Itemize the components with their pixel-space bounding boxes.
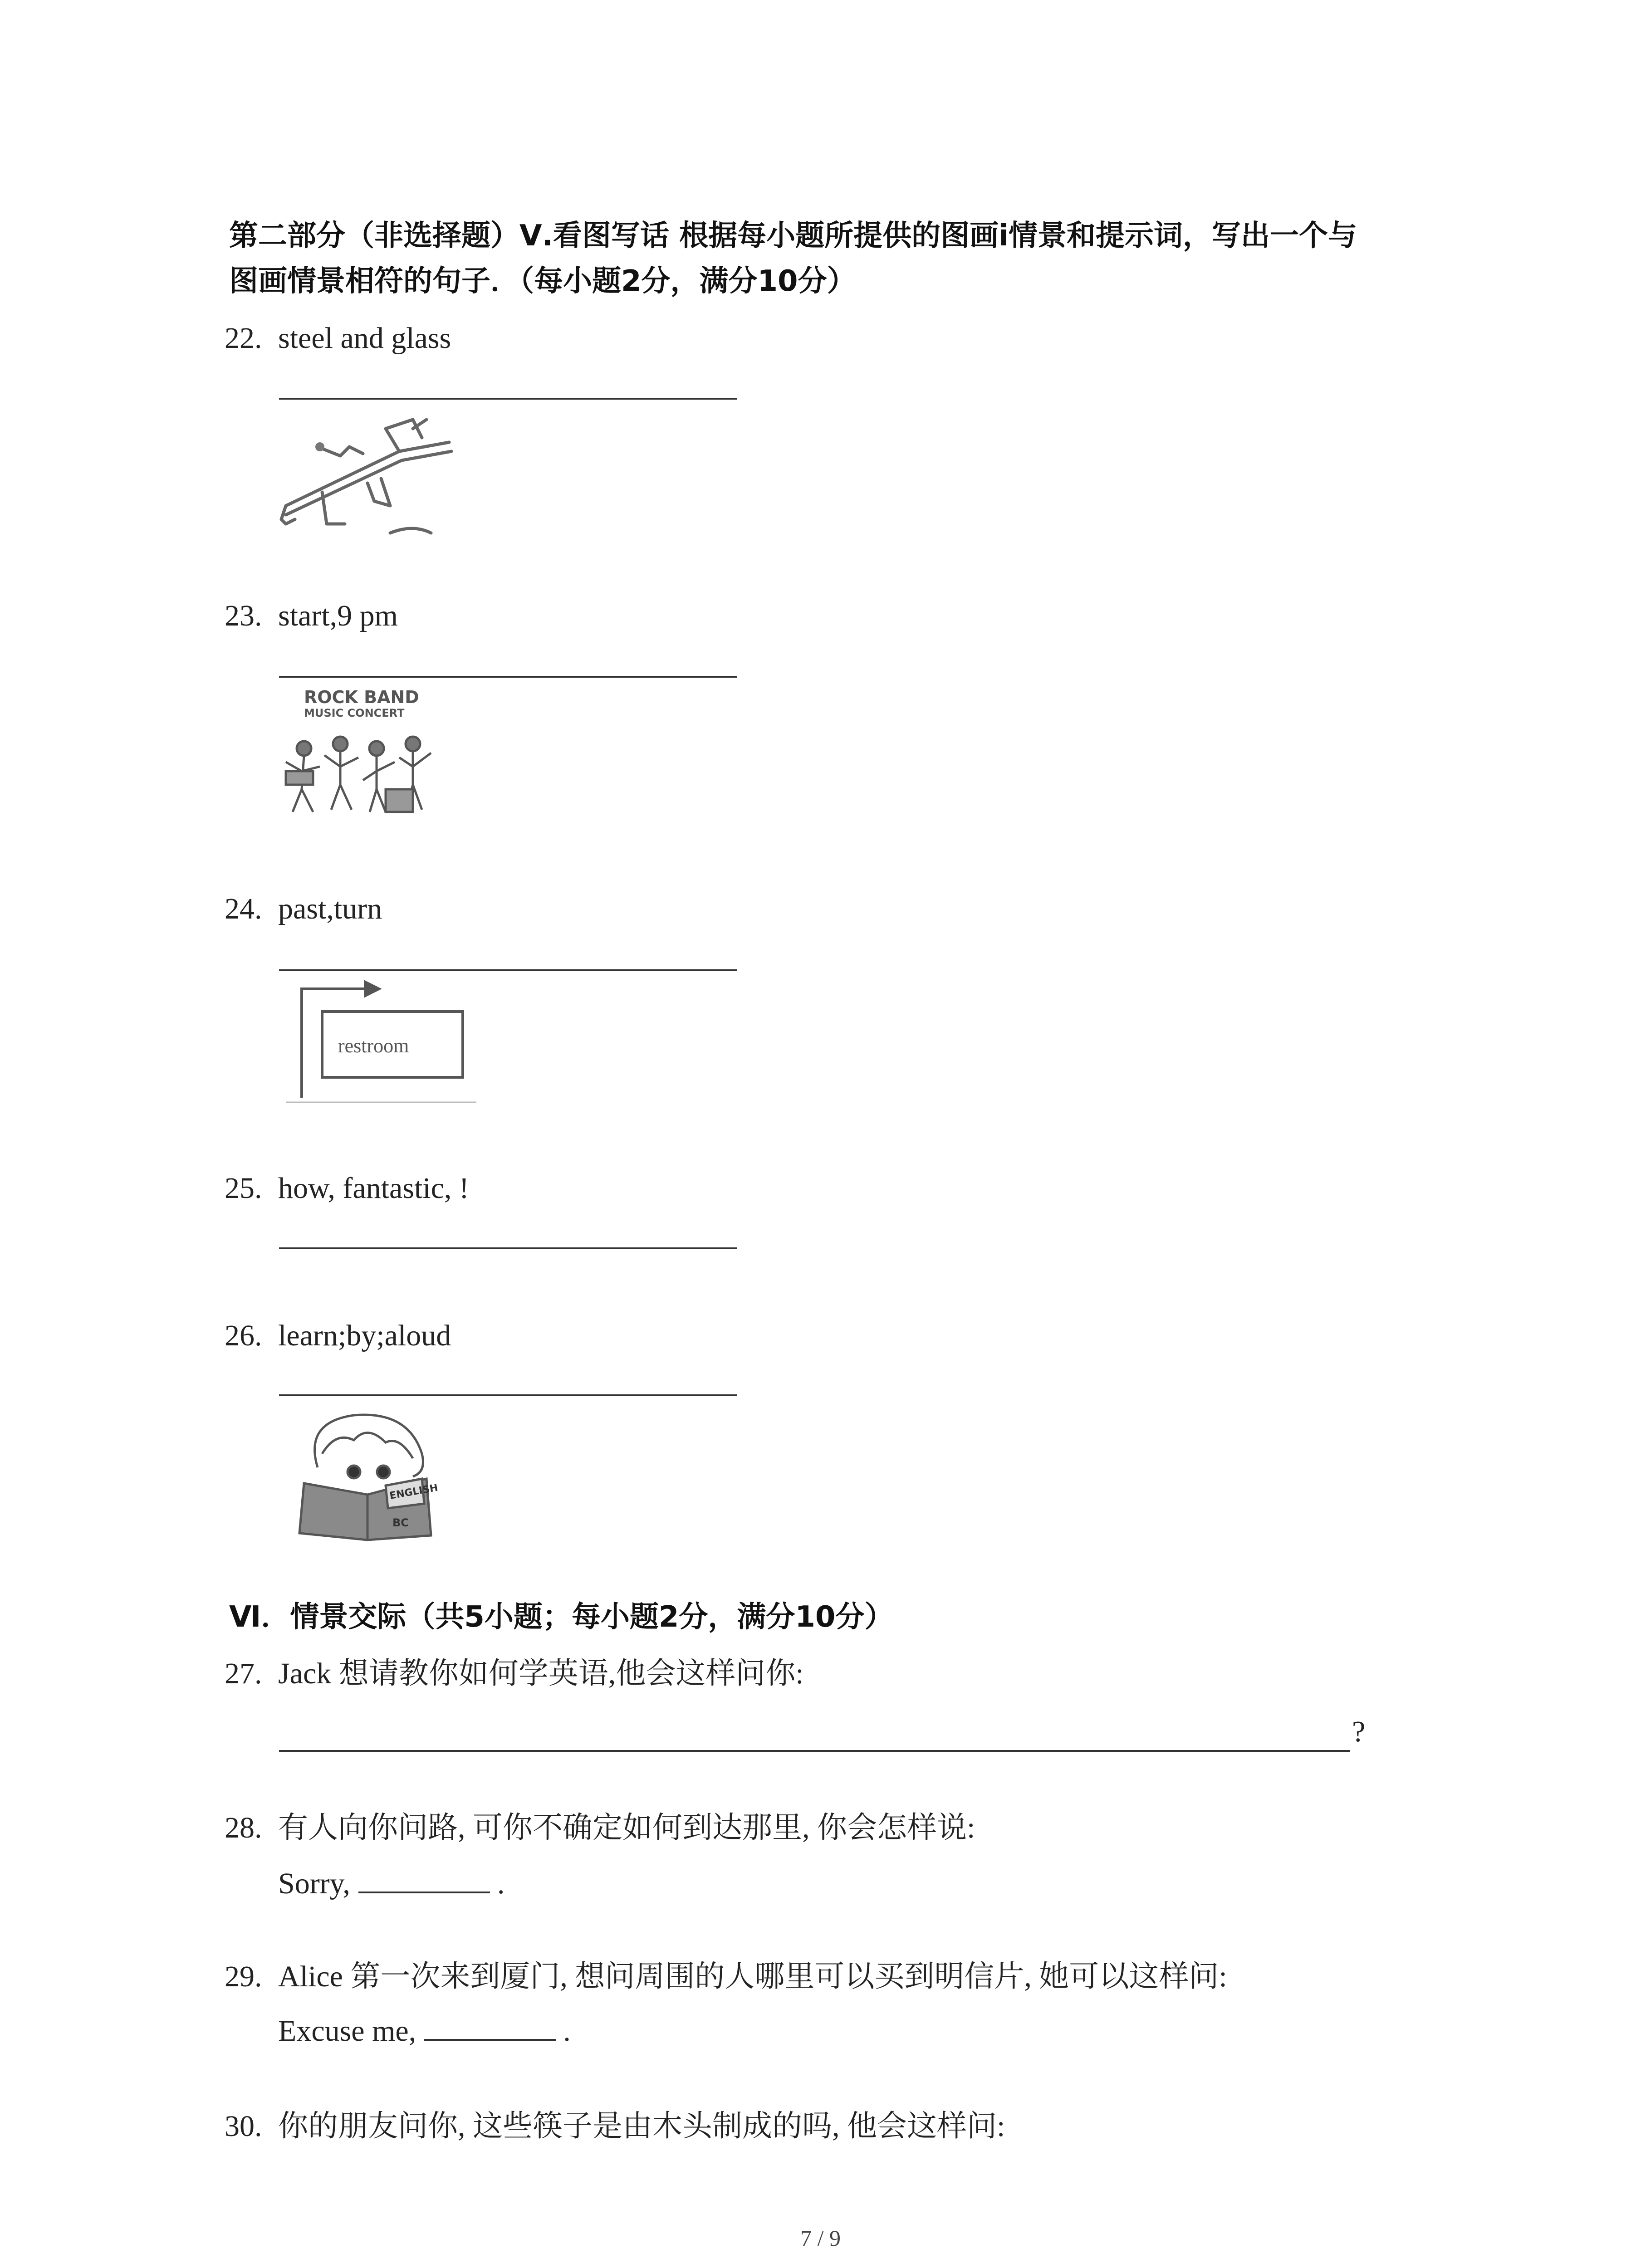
question-prompt: learn;by;aloud: [278, 1319, 451, 1352]
question-prompt: start,9 pm: [278, 599, 398, 632]
question-prompt: Alice 第一次来到厦门, 想问周围的人哪里可以买到明信片, 她可以这样问:: [278, 1960, 1227, 1993]
answer-line-24[interactable]: [279, 969, 737, 971]
section-5-heading-line2: 图画情景相符的句子．（每小题2分，满分10分）: [229, 264, 856, 298]
question-23: [225, 598, 398, 634]
question-24: [225, 891, 382, 927]
question-prompt: steel and glass: [278, 322, 451, 355]
page-number: 7 / 9: [800, 2225, 841, 2251]
section-5-heading: [229, 213, 1357, 304]
answer-end: .: [497, 1867, 505, 1900]
question-number: 28.: [225, 1811, 262, 1844]
answer-blank-29[interactable]: [424, 2012, 556, 2041]
question-number: 22.: [225, 322, 262, 355]
question-number: 25.: [225, 1172, 262, 1205]
restroom-map-picture: [277, 975, 485, 1111]
answer-line-23[interactable]: [279, 676, 737, 678]
reading-boy-picture: [277, 1404, 467, 1545]
question-number: 30.: [225, 2110, 262, 2143]
poster-title: ROCK BAND: [304, 687, 419, 707]
question-27: [225, 1656, 804, 1692]
question-22: [225, 320, 451, 357]
question-28: [225, 1810, 975, 1846]
book-subtitle: BC: [392, 1516, 409, 1529]
question-number: 29.: [225, 1960, 262, 1993]
answer-lead: Sorry,: [278, 1867, 350, 1900]
question-prompt: how, fantastic, !: [278, 1172, 469, 1205]
question-prompt: Jack 想请教你如何学英语,他会这样问你:: [278, 1657, 804, 1690]
answer-28-line: [278, 1864, 505, 1902]
answer-blank-28[interactable]: [358, 1864, 490, 1893]
question-25: [225, 1170, 469, 1207]
answer-line-26[interactable]: [279, 1394, 737, 1396]
question-29: [225, 1959, 1227, 1995]
answer-line-22[interactable]: [279, 398, 737, 400]
rock-band-poster-picture: [277, 680, 449, 826]
poster-subtitle: MUSIC CONCERT: [304, 707, 405, 719]
question-number: 27.: [225, 1657, 262, 1690]
question-prompt: past,turn: [278, 892, 382, 925]
question-prompt: 你的朋友问你, 这些筷子是由木头制成的吗, 他会这样问:: [278, 2110, 1005, 2143]
restroom-label: restroom: [338, 1035, 409, 1057]
answer-line-27[interactable]: [279, 1750, 1350, 1752]
answer-line-25[interactable]: [279, 1247, 737, 1249]
question-prompt: 有人向你问路, 可你不确定如何到达那里, 你会怎样说:: [278, 1811, 975, 1844]
question-30: [225, 2108, 1005, 2145]
section-6-heading: Ⅵ．情景交际（共5小题；每小题2分，满分10分）: [229, 1600, 894, 1634]
question-number: 24.: [225, 892, 262, 925]
answer-lead: Excuse me,: [278, 2014, 416, 2048]
question-number: 23.: [225, 599, 262, 632]
section-5-heading-line1: 第二部分（非选择题）Ⅴ.看图写话 根据每小题所提供的图画i情景和提示词，写出一个与: [229, 219, 1357, 253]
answer-29-line: [278, 2012, 571, 2049]
book-title: ENGLISH: [388, 1482, 439, 1502]
question-number: 26.: [225, 1319, 262, 1352]
airplane-picture: [277, 411, 458, 542]
question-mark: ?: [1352, 1715, 1366, 1748]
answer-end: .: [563, 2014, 571, 2048]
question-26: [225, 1318, 451, 1354]
